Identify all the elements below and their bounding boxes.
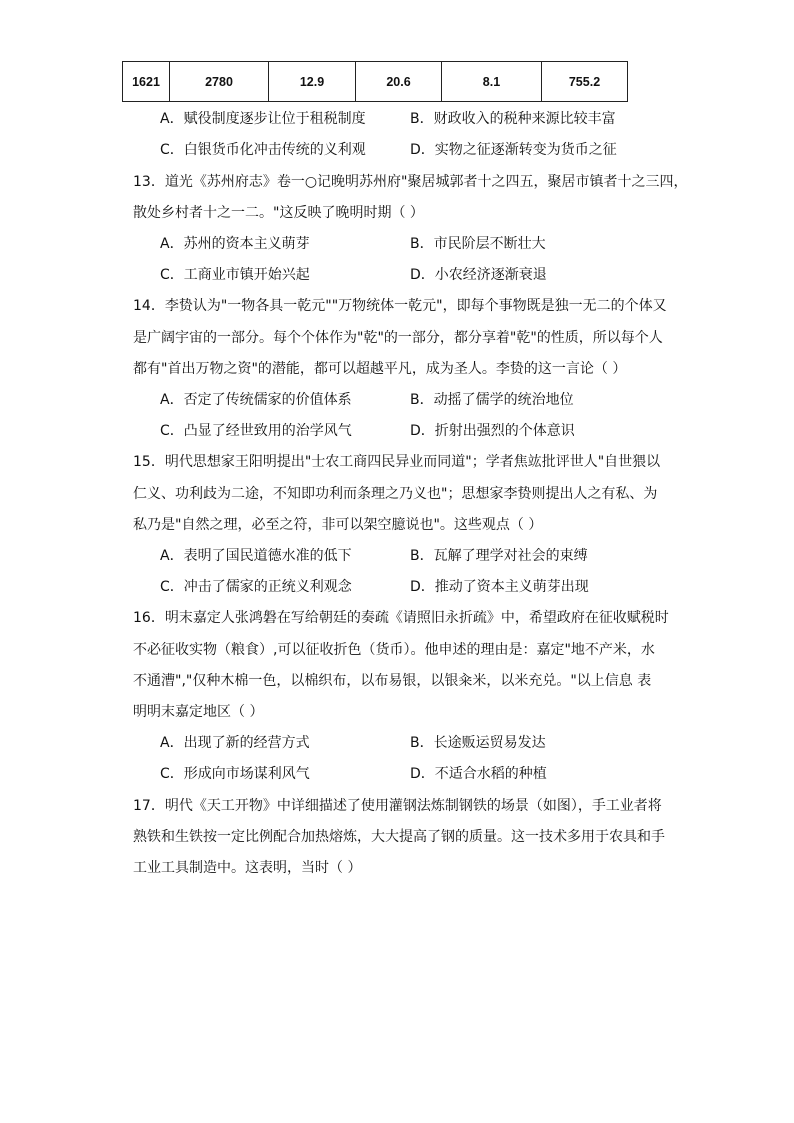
q13-option-c: C．工商业市镇开始兴起: [160, 267, 310, 283]
table-cell: 20.6: [356, 62, 442, 102]
q14-option-b: B．动摇了儒学的统治地位: [410, 392, 574, 408]
q13-stem-line-1: 13．道光《苏州府志》卷一○记晚明苏州府"聚居城郭者十之四五，聚居市镇者十之三四，: [133, 174, 688, 190]
q16-stem-line-4: 明明末嘉定地区（ ）: [133, 704, 264, 720]
data-table: [122, 61, 628, 102]
table-cell: 8.1: [442, 62, 542, 102]
q15-option-d: D．推动了资本主义萌芽出现: [410, 579, 589, 595]
q16-stem-line-1: 16．明末嘉定人张鸿磐在写给朝廷的奏疏《请照旧永折疏》中，希望政府在征收赋税时: [133, 610, 669, 626]
q15-option-c: C．冲击了儒家的正统义利观念: [160, 579, 352, 595]
q17-stem-line-2: 熟铁和生铁按一定比例配合加热熔炼，大大提高了钢的质量。这一技术多用于农具和手: [133, 829, 665, 845]
q15-option-b: B．瓦解了理学对社会的束缚: [410, 548, 588, 564]
table-row: [123, 62, 628, 102]
q16-option-a: A．出现了新的经营方式: [160, 735, 310, 751]
q15-stem-line-2: 仁义、功利歧为二途，不知即功利而条理之乃义也"；思想家李贽则提出人之有私、为: [133, 486, 658, 502]
table-cell-year: 1621: [123, 62, 170, 102]
q14-option-c: C．凸显了经世致用的治学风气: [160, 423, 352, 439]
q13-stem-line-2: 散处乡村者十之一二。"这反映了晚明时期（ ）: [133, 205, 424, 221]
q17-stem-line-1: 17．明代《天工开物》中详细描述了使用灌钢法炼制钢铁的场景（如图），手工业者将: [133, 798, 662, 814]
table-cell: 2780: [170, 62, 269, 102]
table-cell: 755.2: [542, 62, 628, 102]
q14-stem-line-3: 都有"首出万物之资"的潜能，都可以超越平凡，成为圣人。李贽的这一言论（ ）: [133, 361, 627, 377]
q13-option-a: A．苏州的资本主义萌芽: [160, 236, 310, 252]
q16-option-d: D．不适合水稻的种植: [410, 766, 547, 782]
q16-option-c: C．形成向市场谋利风气: [160, 766, 310, 782]
q17-stem-line-3: 工业工具制造中。这表明，当时（ ）: [133, 860, 362, 876]
q16-stem-line-2: 不必征收实物（粮食）,可以征收折色（货币）。他申述的理由是：嘉定"地不产米，水: [133, 642, 655, 658]
q14-stem-line-1: 14．李贽认为"一物各具一乾元""万物统体一乾元"，即每个事物既是独一无二的个体又: [133, 298, 667, 314]
q12-option-a: A．赋役制度逐步让位于租税制度: [160, 111, 366, 127]
q12-option-c: C．白银货币化冲击传统的义利观: [160, 142, 366, 158]
q16-stem-line-3: 不通漕","仅种木棉一色，以棉织布，以布易银，以银籴米，以米充兑。"以上信息 表: [133, 673, 652, 689]
q12-option-d: D．实物之征逐渐转变为货币之征: [410, 142, 617, 158]
q15-option-a: A．表明了国民道德水准的低下: [160, 548, 352, 564]
q12-option-b: B．财政收入的税种来源比较丰富: [410, 111, 616, 127]
q16-option-b: B．长途贩运贸易发达: [410, 735, 546, 751]
q14-option-d: D．折射出强烈的个体意识: [410, 423, 575, 439]
q15-stem-line-3: 私乃是"自然之理，必至之符，非可以架空臆说也"。这些观点（ ）: [133, 517, 543, 533]
q14-stem-line-2: 是广阔宇宙的一部分。每个个体作为"乾"的一部分，都分享着"乾"的性质，所以每个人: [133, 330, 663, 346]
q13-option-b: B．市民阶层不断壮大: [410, 236, 546, 252]
q14-option-a: A．否定了传统儒家的价值体系: [160, 392, 352, 408]
q15-stem-line-1: 15．明代思想家王阳明提出"士农工商四民异业而同道"；学者焦竑批评世人"自世猥以: [133, 454, 661, 470]
table-cell: 12.9: [269, 62, 356, 102]
q13-option-d: D．小农经济逐渐衰退: [410, 267, 547, 283]
